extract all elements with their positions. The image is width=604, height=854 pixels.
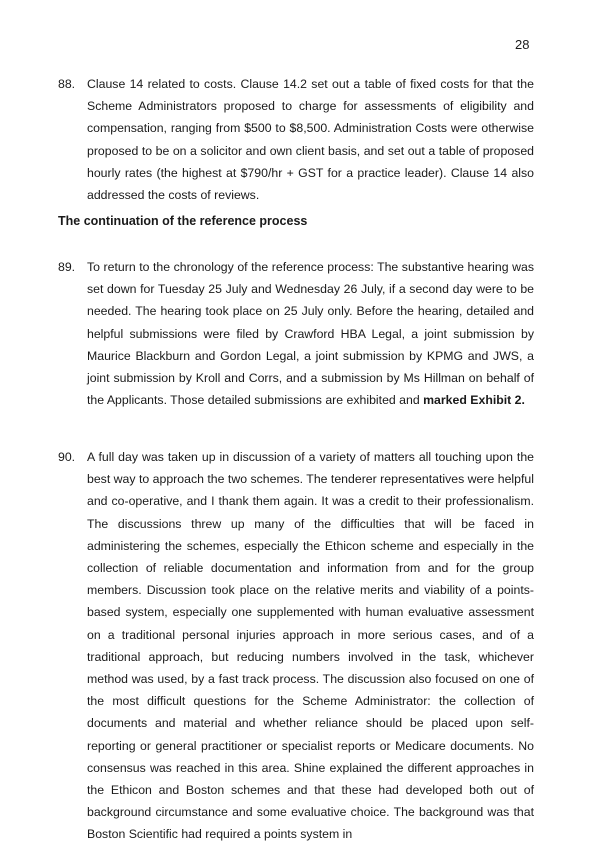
paragraph-text: Clause 14 related to costs. Clause 14.2 set out a table of fixed costs for that the Scheme Administrators proposed to charge for assessments of eligibility and compensation, ranging from $500 to $8,500. Administration Costs were otherwise proposed to be on a solicitor and own client basis, and set out a table of proposed hourly rates (the highest at $790/hr + GST for a practice leader). Clause 14 also addressed the costs of reviews.: [87, 77, 534, 203]
paragraph-text: To return to the chronology of the reference process: The substantive hearing was set down for Tuesday 25 July and Wednesday 26 July, if a second day were to be needed. The hearing took place on 25 July only. Before the hearing, detailed and helpful submissions were filed by Crawford HBA Legal, a joint submission by Maurice Blackburn and Gordon Legal, a joint submission by KPMG and JWS, a joint submission by Kroll and Corrs, and a submission by Ms Hillman on behalf of the Applicants. Those detailed submissions are exhibited and: [87, 260, 534, 408]
exhibit-reference: marked Exhibit 2.: [423, 393, 525, 408]
paragraph-90: [58, 446, 534, 846]
paragraph-88: [58, 73, 534, 206]
paragraph-number: 88.: [58, 77, 76, 91]
paragraph-89: [58, 256, 534, 411]
paragraph-number: 90.: [58, 450, 76, 464]
paragraph-text-container: [87, 256, 534, 411]
paragraph-text: A full day was taken up in discussion of a variety of matters all touching upon the best way to approach the two schemes. The tenderer representatives were helpful and co-operative, and I thank them again. It was a credit to their professionalism. The discussions threw up many of the difficulties that will be faced in administering the schemes, especially the Ethicon scheme and especially in the collection of reliable documentation and information from and for the group members. Discussion took place on the relative merits and viability of a points-based system, especially one supplemented with human evaluative assessment on a traditional personal injuries approach in more serious cases, and of a traditional approach, but reducing numbers involved in the task, whichever method was used, by a fast track process. The discussion also focused on one of the most difficult questions for the Scheme Administrator: the collection of documents and material and whether reliance should be placed upon self-reporting or general practitioner or specialist reports or Medicare documents. No consensus was reached in this area. Shine explained the different approaches in the Ethicon and Boston schemes and that these had developed both out of background circumstance and some evaluative choice. The background was that Boston Scientific had required a points system in: [87, 450, 534, 842]
paragraph-number: 89.: [58, 260, 76, 274]
page-number: 28: [515, 37, 530, 52]
section-heading: The continuation of the reference process: [58, 214, 308, 228]
